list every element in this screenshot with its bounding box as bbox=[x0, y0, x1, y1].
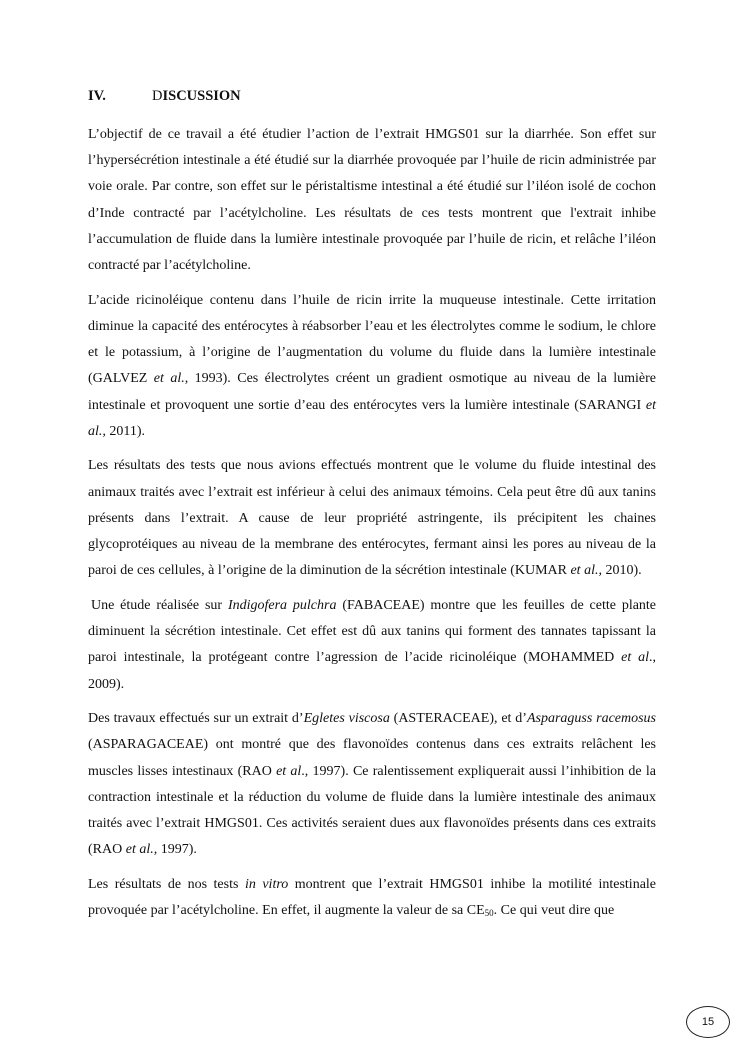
paragraph-4: Une étude réalisée sur Indigofera pulchra (FABACEAE) montre que les feuilles de cette plante diminuent la sécrétion intestinale. Cet effet est dû aux tanins qui forment des tannates tapissant la paroi intestinale, la protégeant contre l’agression de l’acide ricinoléique (MOHAMMED et al., 2009). bbox=[88, 597, 657, 692]
subscript-50: 50 bbox=[484, 908, 494, 919]
discussion-body bbox=[88, 122, 656, 933]
section-title-rest: ISCUSSION bbox=[162, 88, 241, 104]
section-heading bbox=[88, 88, 241, 105]
page-number: 15 bbox=[701, 1016, 715, 1028]
paragraph-6: Les résultats de nos tests in vitro montrent que l’extrait HMGS01 inhibe la motilité intestinale provoquée par l’acétylcholine. En effet, il augmente la valeur de sa $CE_{50}$. Ce qui veut dire que bbox=[88, 876, 657, 919]
paragraph-5: Des travaux effectués sur un extrait d’Egletes viscosa (ASTERACEAE), et d’Asparaguss racemosus (ASPARAGACEAE) ont montré que des flavonoïdes contenus dans ces extraits relâchent les muscles lisses intestinaux (RAO et al., 1997). Ce ralentissement expliquerait aussi l’inhibition de la contraction intestinale et la réduction du volume de fluide dans la lumière intestinale des animaux traités avec l’extrait HMGS01. Ces activités seraient dues aux flavonoïdes présents dans ces extraits (RAO et al., 1997). bbox=[88, 711, 657, 858]
paragraph-1: L’objectif de ce travail a été étudier l’action de l’extrait HMGS01 sur la diarrhée. Son effet sur l’hypersécrétion intestinale a été étudié sur la diarrhée provoquée par l’huile de ricin administrée par voie orale. Par contre, son effet sur le péristaltisme intestinal a été étudié sur l’iléon isolé de cochon d’Inde contracté par l’acétylcholine. Les résultats de ces tests montrent que l'extrait inhibe l’accumulation de fluide dans la lumière intestinale provoquée par l’huile de ricin, et relâche l’iléon contracté par l’acétylcholine. bbox=[88, 127, 656, 274]
paragraph-2: L’acide ricinoléique contenu dans l’huile de ricin irrite la muqueuse intestinale. Cette irritation diminue la capacité des entérocytes à réabsorber l’eau et les électrolytes comme le sodium, le chlore et le potassium, à l’origine de l’augmentation du volume du fluide dans la lumière intestinale (GALVEZ et al., 1993). Ces électrolytes créent un gradient osmotique au niveau de la lumière intestinale et provoquent une sortie d’eau des entérocytes vers la lumière intestinale (SARANGI et al., 2011). bbox=[88, 292, 656, 439]
section-number: IV. bbox=[88, 88, 106, 104]
page-number-badge bbox=[686, 1006, 730, 1038]
paragraph-3: Les résultats des tests que nous avions effectués montrent que le volume du fluide intestinal des animaux traités avec l’extrait est inférieur à celui des animaux témoins. Cela peut être dû aux tanins présents dans l’extrait. A cause de leur propriété astringente, ils précipitent les chaines glycoprotéiques au niveau de la membrane des entérocytes, fermant ainsi les pores au niveau de la paroi de ces cellules, à l’origine de la diminution de la sécrétion intestinale (KUMAR et al., 2010). bbox=[88, 458, 656, 579]
section-title-initial: D bbox=[152, 88, 163, 104]
